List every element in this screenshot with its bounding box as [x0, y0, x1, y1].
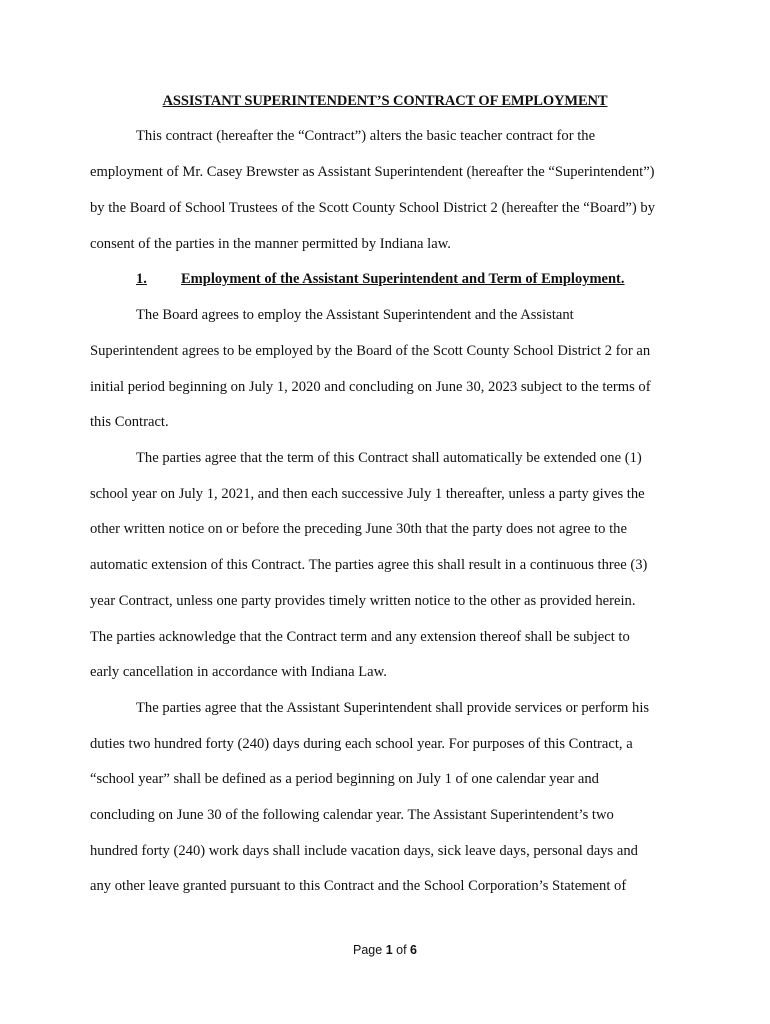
paragraph-line: other written notice on or before the preceding June 30th that the party does not agree to the	[90, 521, 627, 537]
section-heading: Employment of the Assistant Superintendent and Term of Employment.	[181, 271, 625, 287]
page-total: 6	[410, 943, 417, 957]
section-number: 1.	[136, 271, 147, 287]
of-label: of	[396, 943, 407, 957]
paragraph-line: hundred forty (240) work days shall include vacation days, sick leave days, personal days and	[90, 843, 638, 859]
paragraph-line: by the Board of School Trustees of the Scott County School District 2 (hereafter the “Board”) by	[90, 200, 655, 216]
paragraph-line: concluding on June 30 of the following calendar year. The Assistant Superintendent’s two	[90, 807, 614, 823]
paragraph-line: initial period beginning on July 1, 2020 and concluding on June 30, 2023 subject to the terms of	[90, 379, 651, 395]
paragraph-line: The Board agrees to employ the Assistant Superintendent and the Assistant	[136, 307, 574, 323]
paragraph-line: Superintendent agrees to be employed by the Board of the Scott County School District 2 for an	[90, 343, 651, 359]
paragraph-line: year Contract, unless one party provides timely written notice to the other as provided herein.	[90, 593, 636, 609]
paragraph-line: any other leave granted pursuant to this Contract and the School Corporation’s Statement of	[90, 878, 627, 894]
paragraph-line: early cancellation in accordance with Indiana Law.	[90, 664, 387, 680]
paragraph-line: The parties agree that the Assistant Superintendent shall provide services or perform his	[136, 700, 650, 716]
page-label: Page	[353, 943, 383, 957]
page-number: 1	[385, 943, 393, 957]
paragraph-line: The parties acknowledge that the Contract term and any extension thereof shall be subject to	[90, 629, 630, 645]
document-title: ASSISTANT SUPERINTENDENT’S CONTRACT OF EMPLOYMENT	[162, 93, 608, 109]
paragraph-line: employment of Mr. Casey Brewster as Assistant Superintendent (hereafter the “Superintendent”)	[90, 164, 655, 180]
page-footer	[0, 943, 770, 957]
paragraph-line: “school year” shall be defined as a period beginning on July 1 of one calendar year and	[90, 771, 599, 787]
paragraph-line: This contract (hereafter the “Contract”) alters the basic teacher contract for the	[136, 128, 596, 144]
paragraph-line: automatic extension of this Contract. The parties agree this shall result in a continuous three (3)	[90, 557, 648, 573]
paragraph-line: duties two hundred forty (240) days during each school year. For purposes of this Contract, a	[90, 736, 633, 752]
paragraph-line: consent of the parties in the manner permitted by Indiana law.	[90, 236, 451, 252]
paragraph-line: school year on July 1, 2021, and then each successive July 1 thereafter, unless a party gives the	[90, 486, 645, 502]
paragraph-line: this Contract.	[90, 414, 169, 430]
paragraph-line: The parties agree that the term of this Contract shall automatically be extended one (1)	[136, 450, 642, 466]
